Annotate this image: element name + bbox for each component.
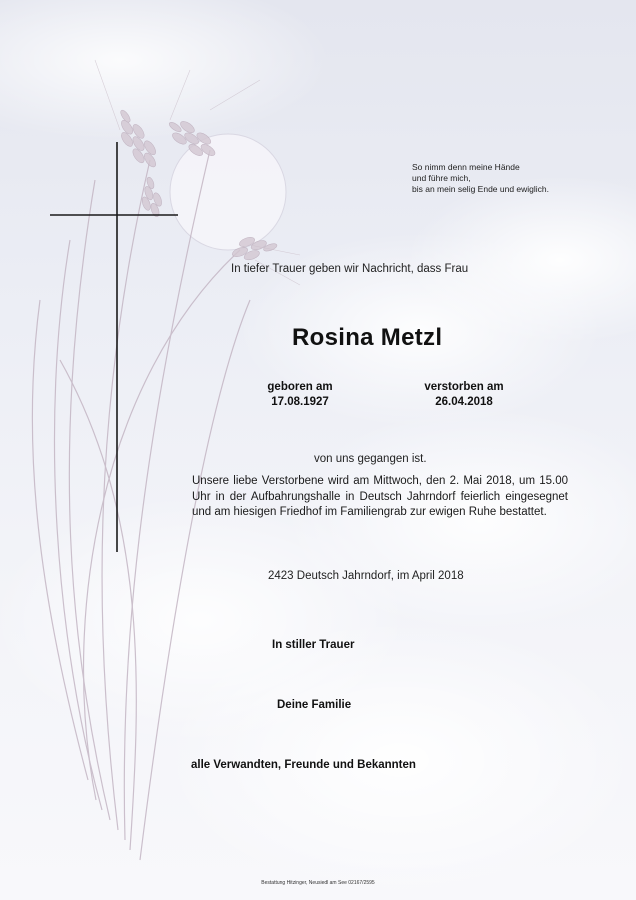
signature-family: Deine Familie xyxy=(277,699,352,711)
born-label: geboren am xyxy=(267,381,333,393)
signature-mourning: In stiller Trauer xyxy=(272,639,355,651)
birth-block xyxy=(255,380,345,410)
died-label: verstorben am xyxy=(424,381,504,393)
signature-relatives: alle Verwandten, Freunde und Bekannten xyxy=(191,759,416,771)
verse-line: und führe mich, xyxy=(412,173,471,183)
verse-block xyxy=(412,162,612,195)
death-block xyxy=(412,380,516,410)
passed-text: von uns gegangen ist. xyxy=(314,453,427,465)
verse-line: So nimm denn meine Hände xyxy=(412,162,520,172)
verse-line: bis an mein selig Ende und ewiglich. xyxy=(412,184,550,194)
place-date: 2423 Deutsch Jahrndorf, im April 2018 xyxy=(268,570,464,582)
deceased-name: Rosina Metzl xyxy=(292,324,443,351)
died-date: 26.04.2018 xyxy=(435,396,493,408)
sun-disc xyxy=(170,134,286,250)
funeral-paragraph: Unsere liebe Verstorbene wird am Mittwoch, den 2. Mai 2018, um 15.00 Uhr in der Aufbahrungshalle in Deutsch Jahrndorf feierlich eingesegnet und am hiesigen Friedhof im Familiengrab zur ewigen Ruhe bestattet. xyxy=(192,475,568,518)
born-date: 17.08.1927 xyxy=(271,396,329,408)
intro-text: In tiefer Trauer geben wir Nachricht, dass Frau xyxy=(231,263,469,275)
funeral-home-footer: Bestattung Hitzinger, Neusiedl am See 02167/2595 xyxy=(261,880,375,886)
